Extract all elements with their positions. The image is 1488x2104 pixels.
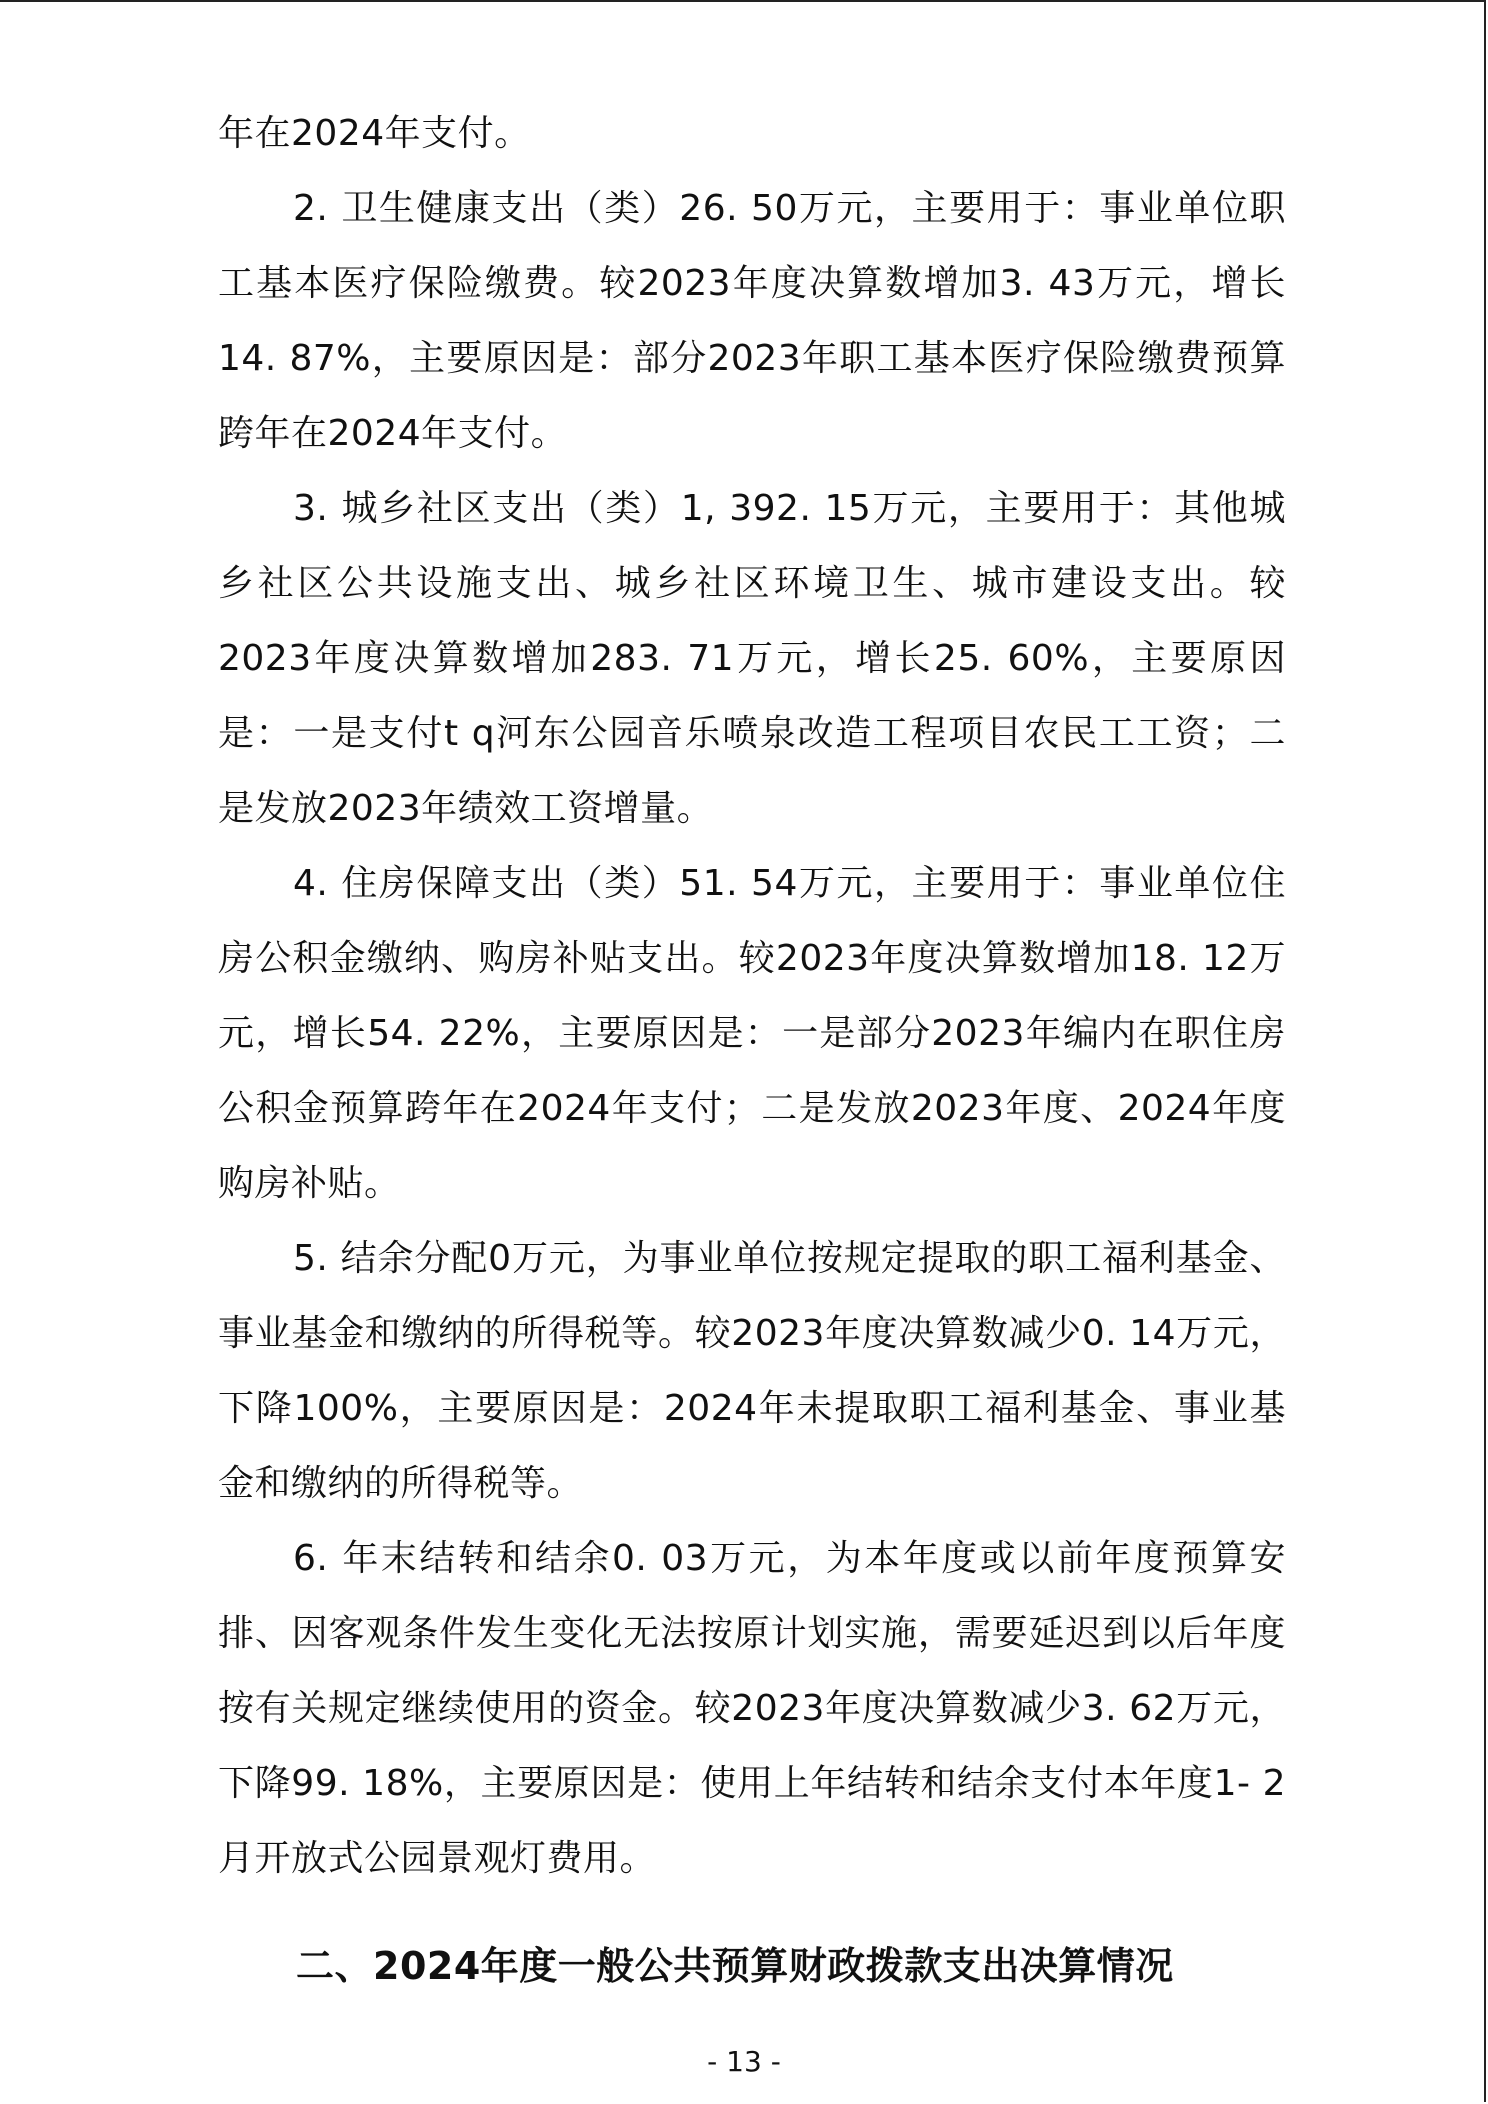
paragraph-housing-expenditure: 4. 住房保障支出（类）51. 54万元，主要用于：事业单位住房公积金缴纳、购房补贴支出。较2023年度决算数增加18. 12万元，增长54. 22%，主要原因是：一是部分2023年编内在职住房公积金预算跨年在2024年支付；二是发放2023年度、2024年度购房补贴。 (218, 863, 1286, 1204)
paragraph-urban-rural-expenditure: 3. 城乡社区支出（类）1, 392. 15万元，主要用于：其他城乡社区公共设施支出、城乡社区环境卫生、城市建设支出。较2023年度决算数增加283. 71万元，增长25. 60%，主要原因是：一是支付t q河东公园音乐喷泉改造工程项目农民工工资；二是发放2023年绩效工资增量。 (218, 488, 1286, 829)
page-number: - 13 - (707, 2045, 781, 2078)
paragraph-continuation: 年在2024年支付。 (218, 113, 531, 154)
section-heading: 二、2024年度一般公共预算财政拨款支出决算情况 (296, 1944, 1174, 1988)
document-body (218, 96, 1286, 1896)
paragraph-year-end-balance: 6. 年末结转和结余0. 03万元，为本年度或以前年度预算安排、因客观条件发生变化无法按原计划实施，需要延迟到以后年度按有关规定继续使用的资金。较2023年度决算数减少3. 62万元，下降99. 18%，主要原因是：使用上年结转和结余支付本年度1- 2月开放式公园景观灯费用。 (218, 1538, 1286, 1879)
paragraph-surplus-distribution: 5. 结余分配0万元，为事业单位按规定提取的职工福利基金、事业基金和缴纳的所得税等。较2023年度决算数减少0. 14万元，下降100%，主要原因是：2024年未提取职工福利基金、事业基金和缴纳的所得税等。 (218, 1238, 1286, 1504)
paragraph-health-expenditure: 2. 卫生健康支出（类）26. 50万元，主要用于：事业单位职工基本医疗保险缴费。较2023年度决算数增加3. 43万元，增长14. 87%，主要原因是：部分2023年职工基本医疗保险缴费预算跨年在2024年支付。 (218, 188, 1286, 454)
